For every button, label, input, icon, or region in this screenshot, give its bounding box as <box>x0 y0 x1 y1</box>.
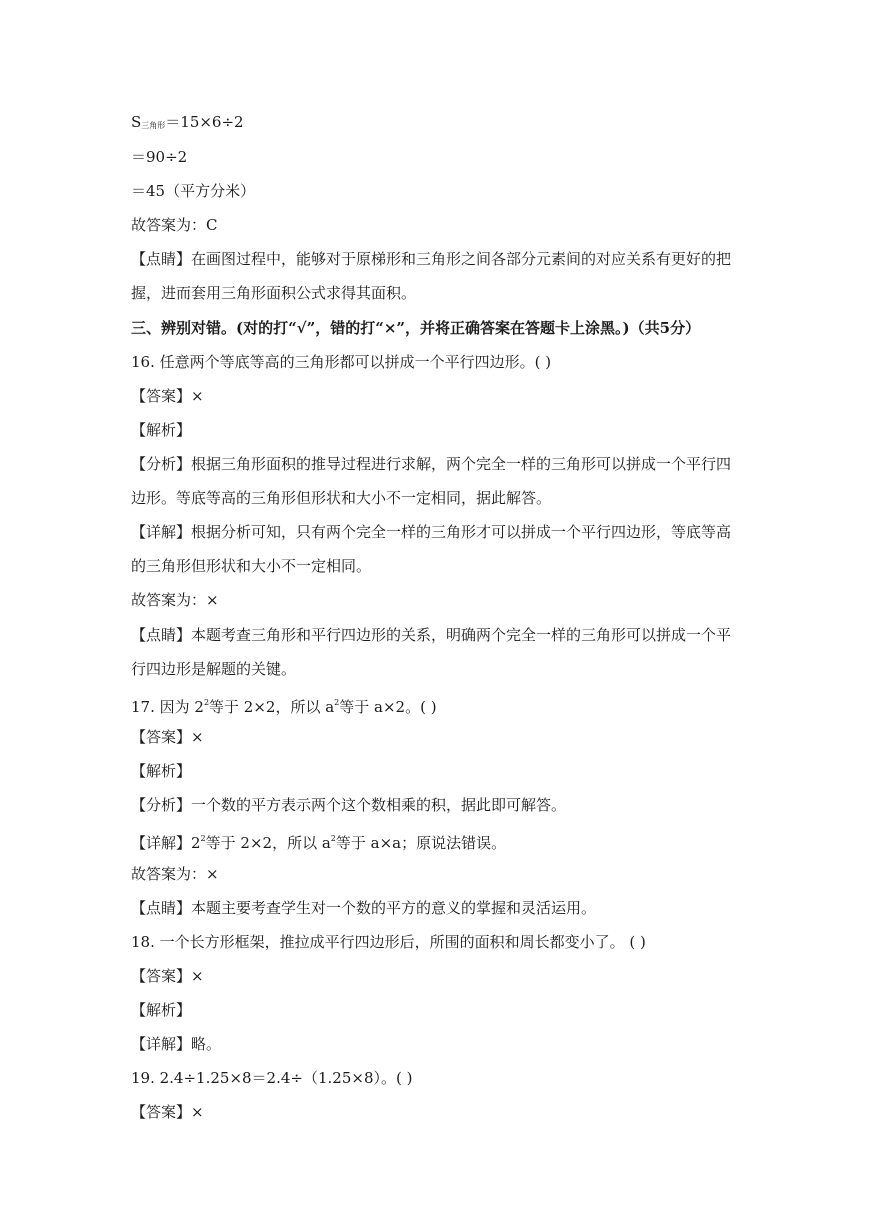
q19-question: 19. 2.4÷1.25×8＝2.4÷（1.25×8）。( ) <box>131 1069 413 1087</box>
q17-question-part-2: 等于 2×2，所以 a <box>209 698 335 716</box>
q16-dianjing-line-1: 【点睛】本题考查三角形和平行四边形的关系，明确两个完全一样的三角形可以拼成一个平 <box>131 626 732 644</box>
q17-xiangjie-part-3: 等于 a×a；原说法错误。 <box>335 834 507 852</box>
formula-rest: ＝15×6÷2 <box>165 113 244 131</box>
q17-analysis-label: 【解析】 <box>131 762 192 780</box>
q17-conclusion: 故答案为：× <box>131 865 219 883</box>
q16-xiangjie-line-2: 的三角形但形状和大小不一定相同。 <box>131 557 372 575</box>
comment-line-1: 【点睛】在画图过程中，能够对于原梯形和三角形之间各部分元素间的对应关系有更好的把 <box>131 250 732 268</box>
formula-line <box>131 112 244 136</box>
q17-question <box>131 693 437 717</box>
formula-step-3: ＝45（平方分米） <box>131 182 256 200</box>
q16-answer: 【答案】× <box>131 387 204 405</box>
q16-fenxi-line-2: 边形。等底等高的三角形但形状和大小不一定相同，据此解答。 <box>131 489 552 507</box>
q17-superscript-2: 2 <box>334 698 340 707</box>
q17-xiangjie-part-1: 【详解】2 <box>131 834 201 852</box>
q16-question: 16. 任意两个等底等高的三角形都可以拼成一个平行四边形。( ) <box>131 353 552 371</box>
q17-answer: 【答案】× <box>131 728 204 746</box>
q17-superscript-1: 2 <box>203 698 210 707</box>
formula-subscript: 三角形 <box>141 121 166 130</box>
q18-analysis-label: 【解析】 <box>131 1001 192 1019</box>
q16-dianjing-line-2: 行四边形是解题的关键。 <box>131 660 297 678</box>
comment-line-2: 握，进而套用三角形面积公式求得其面积。 <box>131 284 417 302</box>
q17-dianjing: 【点睛】本题主要考查学生对一个数的平方的意义的掌握和灵活运用。 <box>131 899 597 917</box>
q17-xiangjie-superscript-2: 2 <box>330 834 336 843</box>
q17-question-part-1: 17. 因为 2 <box>131 698 204 716</box>
q18-answer: 【答案】× <box>131 967 204 985</box>
q16-analysis-label: 【解析】 <box>131 421 192 439</box>
q16-xiangjie-line-1: 【详解】根据分析可知，只有两个完全一样的三角形才可以拼成一个平行四边形，等底等高 <box>131 523 732 541</box>
formula-s: S <box>131 113 142 131</box>
q17-xiangjie <box>131 829 506 853</box>
q17-question-part-3: 等于 a×2。( ) <box>339 698 437 716</box>
q17-xiangjie-part-2: 等于 2×2，所以 a <box>205 834 331 852</box>
q17-fenxi: 【分析】一个数的平方表示两个这个数相乘的积，据此即可解答。 <box>131 796 567 814</box>
q16-fenxi-line-1: 【分析】根据三角形面积的推导过程进行求解，两个完全一样的三角形可以拼成一个平行四 <box>131 455 732 473</box>
section-heading: 三、辨别对错。(对的打“√”，错的打“×”，并将正确答案在答题卡上涂黑。)（共5分） <box>131 319 701 337</box>
q19-answer: 【答案】× <box>131 1103 204 1121</box>
q18-question: 18. 一个长方形框架，推拉成平行四边形后，所围的面积和周长都变小了。 ( ) <box>131 933 646 951</box>
q17-xiangjie-superscript-1: 2 <box>200 834 206 843</box>
formula-step-2: ＝90÷2 <box>131 148 188 166</box>
q16-conclusion: 故答案为：× <box>131 591 219 609</box>
q18-xiangjie: 【详解】略。 <box>131 1035 222 1053</box>
answer-c-line: 故答案为：C <box>131 216 218 234</box>
